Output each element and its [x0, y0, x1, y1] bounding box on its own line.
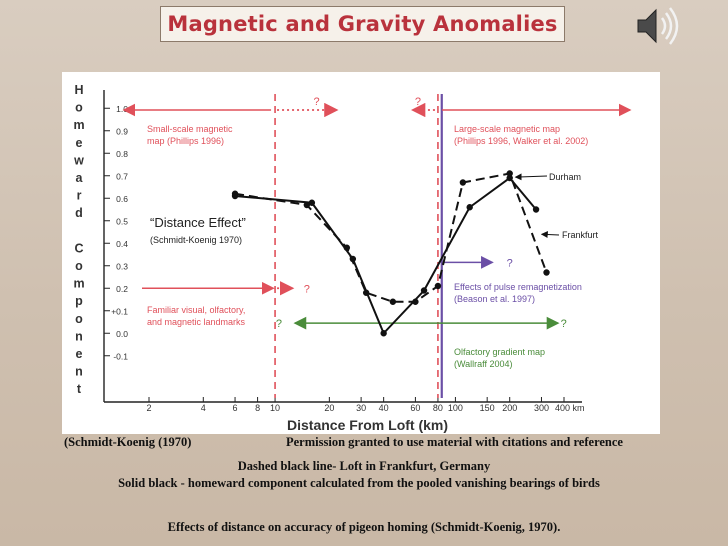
y-axis-label-letter: n	[75, 364, 83, 379]
annotation-frankfurt: Frankfurt	[562, 230, 599, 240]
data-point-durham	[380, 330, 386, 336]
y-axis-label-letter: r	[76, 188, 82, 203]
annotation-distance-effect: “Distance Effect”	[150, 215, 246, 230]
y-tick-label: 0.7	[116, 171, 128, 182]
x-tick-label: 150	[479, 403, 495, 413]
y-axis-label-letter: o	[75, 311, 83, 326]
annotation-schmidt-koenig: (Schmidt-Koenig 1970)	[150, 235, 243, 245]
data-point-frankfurt	[435, 283, 441, 289]
data-point-frankfurt	[304, 202, 310, 208]
y-axis-label-letter: d	[75, 206, 83, 221]
x-tick-label: 2	[146, 403, 152, 413]
x-tick-label: 10	[270, 403, 281, 413]
x-tick-label: 4	[200, 403, 206, 413]
y-axis-label-letter: m	[73, 276, 85, 291]
y-tick-label: 0.3	[116, 261, 128, 272]
pointer-durham	[516, 176, 547, 177]
pointer-frankfurt	[542, 234, 559, 235]
chart-panel	[62, 72, 660, 434]
data-point-durham	[421, 287, 427, 293]
label-familiar-landmarks: and magnetic landmarks	[147, 317, 246, 327]
y-axis-label-letter: o	[75, 100, 83, 115]
label-familiar-landmarks: Familiar visual, olfactory,	[147, 305, 246, 315]
data-point-durham	[533, 206, 539, 212]
question-mark: ?	[313, 96, 320, 108]
label-large-scale-map: (Phillips 1996, Walker et al. 2002)	[454, 136, 589, 146]
caption-solid: Solid black - homeward component calculated from the pooled vanishing bearings of birds	[118, 476, 600, 490]
slide-title: Magnetic and Gravity Anomalies	[167, 12, 558, 36]
y-tick-label: 0.6	[116, 193, 128, 204]
x-tick-label: 400 km	[555, 403, 585, 413]
x-tick-label: 60	[410, 403, 421, 413]
label-large-scale-map: Large-scale magnetic map	[454, 124, 561, 134]
speaker-icon[interactable]	[632, 2, 686, 50]
y-tick-label: 0.9	[116, 126, 128, 137]
chart	[62, 72, 660, 434]
y-axis-label-letter: H	[74, 83, 84, 97]
y-axis-label-letter: w	[74, 153, 84, 168]
data-point-frankfurt	[507, 170, 513, 176]
y-axis-label-letter: n	[75, 329, 83, 344]
y-axis-label-letter: C	[74, 241, 84, 256]
y-tick-label: 0.2	[116, 283, 128, 294]
y-axis-label-letter: e	[75, 347, 83, 361]
y-tick-label: 0.8	[116, 148, 128, 159]
x-tick-label: 20	[324, 403, 335, 413]
x-tick-label: 6	[232, 403, 238, 413]
label-small-scale-map: Small-scale magnetic	[147, 124, 233, 134]
data-point-frankfurt	[232, 191, 238, 197]
caption-effects: Effects of distance on accuracy of pigeon homing (Schmidt-Koenig, 1970).	[167, 520, 561, 534]
x-axis-label: Distance From Loft (km)	[287, 417, 449, 433]
label-pulse-remagnetization: (Beason et al. 1997)	[454, 294, 536, 304]
question-mark: ?	[560, 318, 567, 331]
label-small-scale-map: map (Phillips 1996)	[147, 136, 225, 146]
y-axis-label-letter: e	[75, 135, 83, 150]
label-olfactory-gradient: (Wallraff 2004)	[454, 359, 513, 369]
y-axis-label-letter: a	[75, 171, 83, 185]
data-point-frankfurt	[344, 245, 350, 251]
data-point-frankfurt	[543, 269, 549, 275]
series-group	[232, 170, 550, 336]
data-point-frankfurt	[412, 299, 418, 305]
question-mark: ?	[303, 283, 310, 296]
x-tick-label: 80	[432, 403, 443, 413]
permission-note: Permission granted to use material with citations and reference	[286, 435, 623, 449]
region-arrows-group	[124, 96, 630, 369]
x-tick-label: 200	[502, 403, 518, 413]
y-tick-label: 0.0	[116, 328, 128, 339]
y-tick-label: +0.1	[111, 306, 128, 317]
x-tick-label: 40	[378, 403, 389, 413]
annotation-durham: Durham	[549, 172, 582, 182]
y-axis-label-letter: p	[75, 294, 83, 309]
y-axis-label-letter: m	[73, 118, 85, 133]
source-citation: (Schmidt-Koenig (1970)	[64, 435, 192, 449]
y-axis-label-letter: t	[76, 382, 82, 397]
data-point-frankfurt	[363, 290, 369, 296]
x-tick-label: 30	[356, 403, 367, 413]
label-olfactory-gradient: Olfactory gradient map	[454, 347, 546, 357]
question-mark: ?	[414, 96, 422, 108]
y-tick-label: 1.0	[116, 103, 128, 114]
caption-dashed: Dashed black line- Loft in Frankfurt, Germany	[237, 459, 491, 473]
data-point-durham	[466, 204, 472, 210]
label-pulse-remagnetization: Effects of pulse remagnetization	[454, 282, 582, 292]
y-axis-label-letter: o	[75, 259, 83, 273]
vertical-lines-group	[275, 94, 442, 398]
x-tick-label: 8	[255, 403, 261, 413]
data-point-frankfurt	[460, 179, 466, 185]
x-tick-label: 100	[447, 403, 463, 413]
y-tick-label: -0.1	[113, 351, 128, 362]
y-tick-label: 0.5	[116, 216, 128, 227]
question-mark: ?	[275, 318, 282, 331]
title-box	[160, 6, 565, 42]
y-tick-label: 0.4	[116, 238, 128, 249]
question-mark: ?	[506, 257, 513, 270]
x-tick-label: 300	[533, 403, 549, 413]
data-point-frankfurt	[390, 299, 396, 305]
